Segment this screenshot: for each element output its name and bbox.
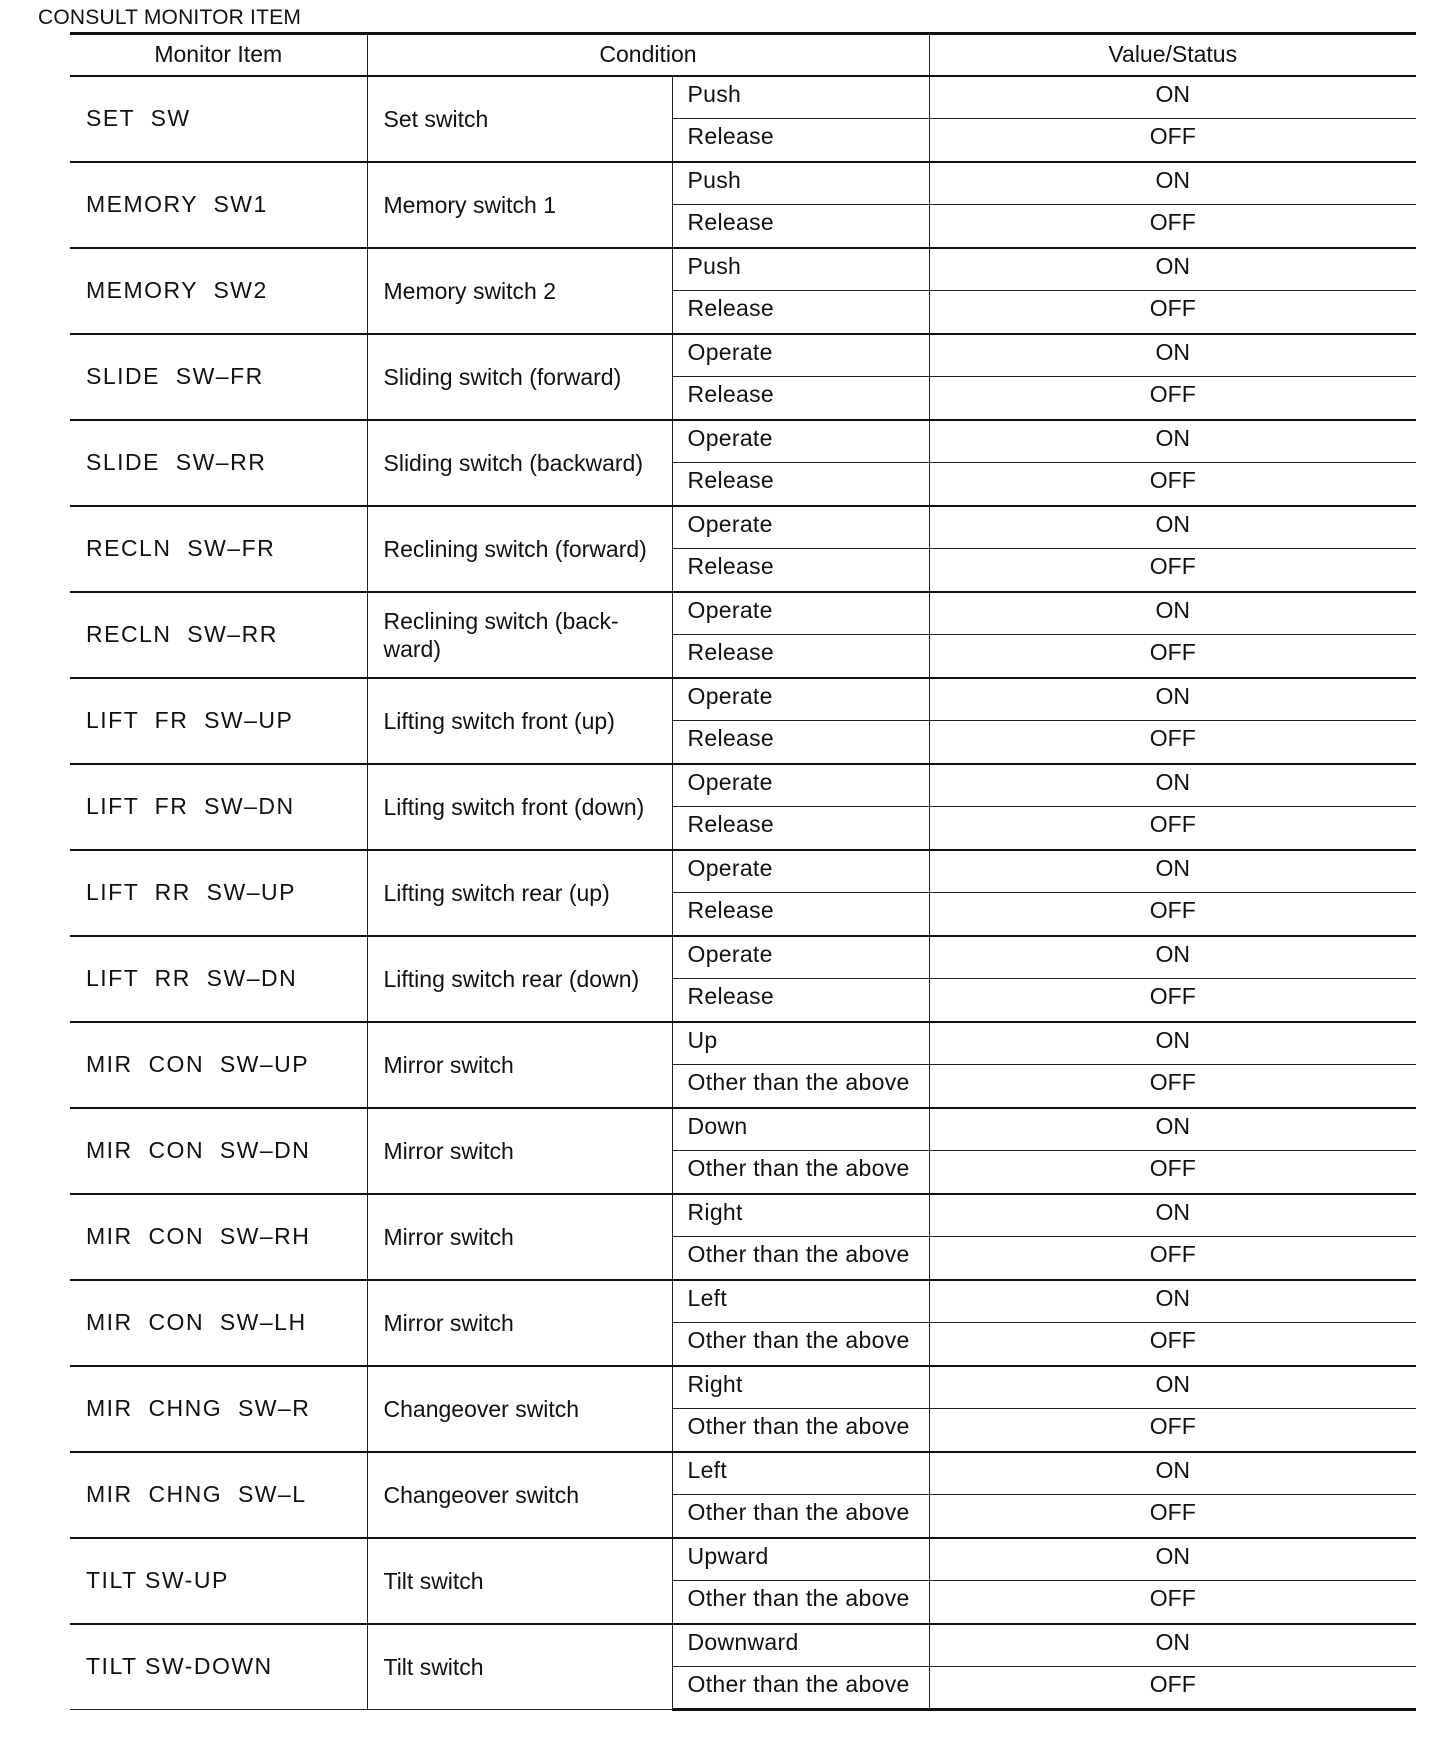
table-row [70, 936, 1416, 979]
value-status-cell: ON [929, 936, 1416, 979]
value-status-cell: ON [929, 1022, 1416, 1065]
table-row [70, 1108, 1416, 1151]
table-row [70, 678, 1416, 721]
condition-cell: Tilt switch [367, 1538, 672, 1624]
monitor-item-cell: LIFT FR SW–UP [70, 678, 367, 764]
monitor-item-cell: RECLN SW–RR [70, 592, 367, 678]
sub-condition-cell: Release [672, 721, 929, 764]
table-row [70, 1624, 1416, 1667]
value-status-cell: OFF [929, 1323, 1416, 1366]
value-status-cell: OFF [929, 291, 1416, 334]
monitor-item-cell: MEMORY SW2 [70, 248, 367, 334]
sub-condition-cell: Release [672, 979, 929, 1022]
table-body [70, 76, 1416, 1710]
value-status-cell: OFF [929, 549, 1416, 592]
sub-condition-cell: Other than the above [672, 1237, 929, 1280]
monitor-item-cell: LIFT RR SW–UP [70, 850, 367, 936]
table-row [70, 592, 1416, 635]
sub-condition-cell: Release [672, 549, 929, 592]
sub-condition-cell: Other than the above [672, 1409, 929, 1452]
sub-condition-cell: Other than the above [672, 1581, 929, 1624]
sub-condition-cell: Other than the above [672, 1495, 929, 1538]
monitor-item-cell: MIR CHNG SW–L [70, 1452, 367, 1538]
sub-condition-cell: Right [672, 1194, 929, 1237]
table-row [70, 248, 1416, 291]
value-status-cell: ON [929, 678, 1416, 721]
condition-cell: Changeover switch [367, 1366, 672, 1452]
sub-condition-cell: Other than the above [672, 1323, 929, 1366]
condition-cell: Tilt switch [367, 1624, 672, 1710]
table-row [70, 506, 1416, 549]
value-status-cell: OFF [929, 979, 1416, 1022]
value-status-cell: ON [929, 764, 1416, 807]
table-row [70, 1280, 1416, 1323]
value-status-cell: OFF [929, 1065, 1416, 1108]
value-status-cell: ON [929, 420, 1416, 463]
sub-condition-cell: Operate [672, 764, 929, 807]
condition-cell: Mirror switch [367, 1280, 672, 1366]
value-status-cell: ON [929, 592, 1416, 635]
value-status-cell: OFF [929, 377, 1416, 420]
monitor-item-cell: RECLN SW–FR [70, 506, 367, 592]
table-row [70, 1022, 1416, 1065]
monitor-item-cell: MEMORY SW1 [70, 162, 367, 248]
value-status-cell: ON [929, 1624, 1416, 1667]
table-row [70, 334, 1416, 377]
table-row [70, 1366, 1416, 1409]
sub-condition-cell: Push [672, 76, 929, 119]
sub-condition-cell: Up [672, 1022, 929, 1065]
condition-cell: Mirror switch [367, 1108, 672, 1194]
condition-cell: Memory switch 2 [367, 248, 672, 334]
sub-condition-cell: Release [672, 119, 929, 162]
table-row [70, 1452, 1416, 1495]
sub-condition-cell: Other than the above [672, 1667, 929, 1710]
value-status-cell: ON [929, 850, 1416, 893]
sub-condition-cell: Other than the above [672, 1151, 929, 1194]
condition-cell: Mirror switch [367, 1022, 672, 1108]
sub-condition-cell: Operate [672, 334, 929, 377]
sub-condition-cell: Left [672, 1452, 929, 1495]
condition-cell: Lifting switch rear (down) [367, 936, 672, 1022]
condition-cell: Memory switch 1 [367, 162, 672, 248]
condition-cell: Sliding switch (forward) [367, 334, 672, 420]
sub-condition-cell: Operate [672, 420, 929, 463]
value-status-cell: OFF [929, 463, 1416, 506]
condition-cell: Set switch [367, 76, 672, 162]
table-row [70, 420, 1416, 463]
condition-cell: Lifting switch rear (up) [367, 850, 672, 936]
monitor-item-cell: SLIDE SW–FR [70, 334, 367, 420]
table-caption: CONSULT MONITOR ITEM [38, 6, 302, 29]
sub-condition-cell: Release [672, 463, 929, 506]
table-row [70, 850, 1416, 893]
header-monitor-item: Monitor Item [70, 34, 367, 76]
value-status-cell: ON [929, 162, 1416, 205]
table-row [70, 1194, 1416, 1237]
sub-condition-cell: Operate [672, 592, 929, 635]
value-status-cell: ON [929, 1108, 1416, 1151]
value-status-cell: ON [929, 76, 1416, 119]
value-status-cell: OFF [929, 1495, 1416, 1538]
value-status-cell: OFF [929, 1151, 1416, 1194]
sub-condition-cell: Other than the above [672, 1065, 929, 1108]
sub-condition-cell: Downward [672, 1624, 929, 1667]
value-status-cell: OFF [929, 1667, 1416, 1710]
condition-cell: Changeover switch [367, 1452, 672, 1538]
value-status-cell: OFF [929, 893, 1416, 936]
monitor-item-cell: MIR CON SW–RH [70, 1194, 367, 1280]
value-status-cell: OFF [929, 205, 1416, 248]
value-status-cell: ON [929, 334, 1416, 377]
monitor-item-cell: SLIDE SW–RR [70, 420, 367, 506]
monitor-item-cell: LIFT RR SW–DN [70, 936, 367, 1022]
sub-condition-cell: Operate [672, 850, 929, 893]
value-status-cell: OFF [929, 1409, 1416, 1452]
sub-condition-cell: Down [672, 1108, 929, 1151]
monitor-item-cell: MIR CON SW–DN [70, 1108, 367, 1194]
sub-condition-cell: Operate [672, 678, 929, 721]
sub-condition-cell: Left [672, 1280, 929, 1323]
header-row [70, 34, 1416, 76]
sub-condition-cell: Release [672, 377, 929, 420]
header-value-status: Value/Status [929, 34, 1416, 76]
value-status-cell: OFF [929, 721, 1416, 764]
sub-condition-cell: Release [672, 205, 929, 248]
value-status-cell: ON [929, 1366, 1416, 1409]
value-status-cell: ON [929, 248, 1416, 291]
monitor-item-cell: MIR CON SW–LH [70, 1280, 367, 1366]
condition-cell: Reclining switch (back- ward) [367, 592, 672, 678]
sub-condition-cell: Operate [672, 506, 929, 549]
monitor-item-cell: MIR CON SW–UP [70, 1022, 367, 1108]
sub-condition-cell: Operate [672, 936, 929, 979]
value-status-cell: ON [929, 1538, 1416, 1581]
value-status-cell: OFF [929, 807, 1416, 850]
condition-cell: Mirror switch [367, 1194, 672, 1280]
sub-condition-cell: Release [672, 893, 929, 936]
value-status-cell: ON [929, 1194, 1416, 1237]
sub-condition-cell: Release [672, 635, 929, 678]
consult-monitor-table [70, 32, 1416, 1711]
condition-cell: Reclining switch (forward) [367, 506, 672, 592]
sub-condition-cell: Upward [672, 1538, 929, 1581]
value-status-cell: ON [929, 1280, 1416, 1323]
value-status-cell: OFF [929, 635, 1416, 678]
condition-cell: Lifting switch front (up) [367, 678, 672, 764]
table-row [70, 76, 1416, 119]
value-status-cell: OFF [929, 119, 1416, 162]
monitor-item-cell: SET SW [70, 76, 367, 162]
sub-condition-cell: Release [672, 807, 929, 850]
value-status-cell: OFF [929, 1237, 1416, 1280]
monitor-item-cell: TILT SW-DOWN [70, 1624, 367, 1710]
condition-cell: Sliding switch (backward) [367, 420, 672, 506]
monitor-item-cell: TILT SW-UP [70, 1538, 367, 1624]
sub-condition-cell: Release [672, 291, 929, 334]
sub-condition-cell: Push [672, 248, 929, 291]
sub-condition-cell: Right [672, 1366, 929, 1409]
value-status-cell: ON [929, 506, 1416, 549]
monitor-item-cell: MIR CHNG SW–R [70, 1366, 367, 1452]
table-row [70, 1538, 1416, 1581]
header-condition: Condition [367, 34, 929, 76]
table-row [70, 764, 1416, 807]
table-row [70, 162, 1416, 205]
value-status-cell: OFF [929, 1581, 1416, 1624]
value-status-cell: ON [929, 1452, 1416, 1495]
condition-cell: Lifting switch front (down) [367, 764, 672, 850]
sub-condition-cell: Push [672, 162, 929, 205]
monitor-item-cell: LIFT FR SW–DN [70, 764, 367, 850]
